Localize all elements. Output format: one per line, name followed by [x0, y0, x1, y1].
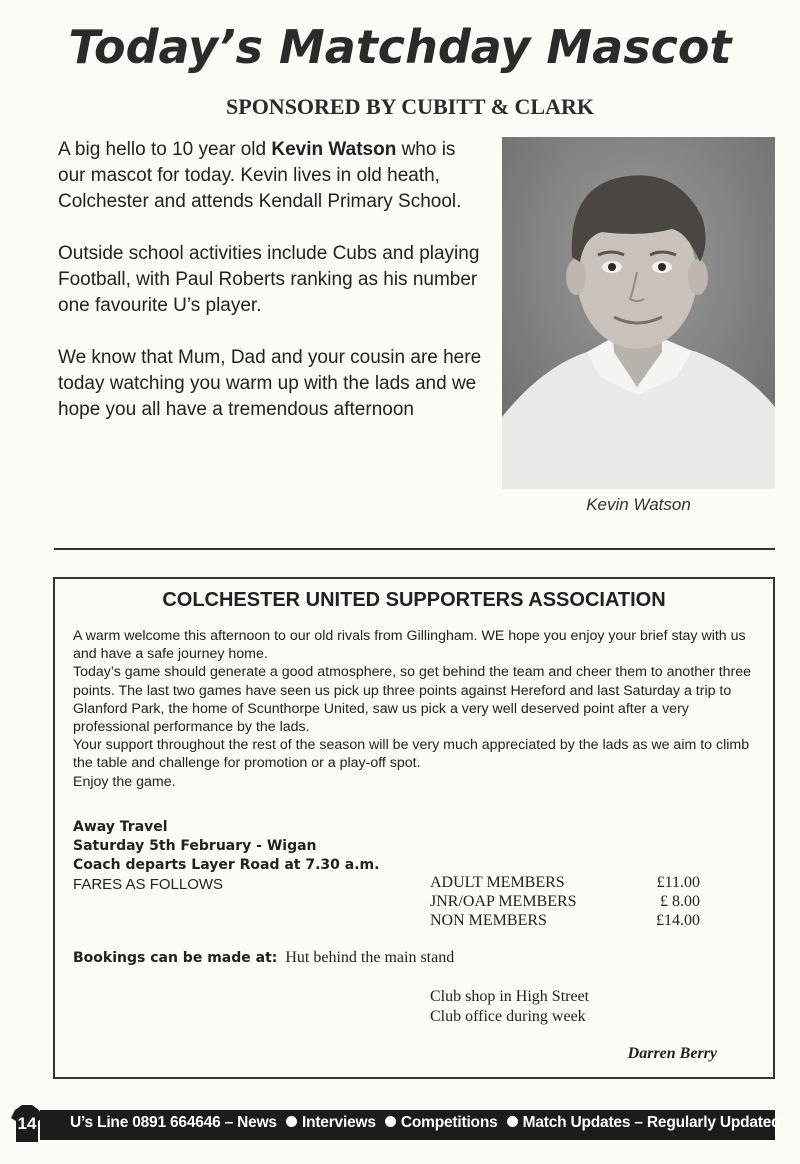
- travel-heading: Away Travel: [73, 819, 168, 835]
- booking-location: Hut behind the main stand: [285, 949, 455, 966]
- mascot-photo: [502, 137, 775, 489]
- mascot-intro: [58, 137, 488, 449]
- fare-table: [430, 873, 700, 930]
- supporters-message: [73, 627, 763, 791]
- photo-caption: Kevin Watson: [586, 495, 691, 514]
- travel-date: Saturday 5th February - Wigan: [73, 838, 317, 854]
- message-paragraph: Enjoy the game.: [73, 773, 176, 790]
- intro-prefix: A big hello to 10 year old: [58, 139, 272, 160]
- fare-price: £14.00: [656, 912, 700, 929]
- message-paragraph: A warm welcome this afternoon to our old rivals from Gillingham. WE hope you enjoy your brief stay with us and have a safe journey home.: [73, 628, 746, 663]
- mascot-name: Kevin Watson: [271, 139, 397, 160]
- fare-price: £ 8.00: [660, 893, 700, 910]
- fare-row: [430, 911, 700, 930]
- footer-line-label: U’s Line 0891 664646 – News: [70, 1114, 277, 1131]
- message-paragraph: Today’s game should generate a good atmosphere, so get behind the team and cheer them to another three points. The last two games have seen us pick up three points against Hereford and last Saturday a trip to Glanford Park, the home of Scunthorpe United, saw us pick a very well deserved point after a very professional performance by the lads.: [73, 664, 752, 736]
- signoff: Darren Berry: [627, 1045, 717, 1062]
- fare-price: £11.00: [656, 874, 700, 891]
- bullet-icon: [385, 1116, 396, 1127]
- fare-row: [430, 892, 700, 911]
- booking-location: Club shop in High Street: [430, 988, 590, 1005]
- footer-item: Competitions: [400, 1114, 498, 1131]
- boy-portrait-icon: [502, 137, 775, 489]
- bullet-icon: [286, 1116, 297, 1127]
- bullet-icon: [507, 1116, 518, 1127]
- section-divider: [54, 548, 775, 550]
- message-paragraph: Your support throughout the rest of the season will be very much appreciated by the lads as we aim to climb the table and challenge for promotion or a play-off spot.: [73, 737, 750, 772]
- fares-label: FARES AS FOLLOWS: [73, 876, 224, 893]
- family-paragraph: We know that Mum, Dad and your cousin are here today watching you warm up with the lads and we hope you all have a tremendous afternoon: [58, 347, 482, 420]
- intro-suffix: who is our mascot for today. Kevin lives in old heath, Colchester and attends Kendall Primary School.: [58, 139, 462, 212]
- page-title: Today’s Matchday Mascot: [68, 20, 732, 74]
- fare-row: [430, 873, 700, 892]
- page-number: 14: [17, 1114, 37, 1133]
- footer-text: [70, 1114, 781, 1132]
- booking-location: Club office during week: [430, 1008, 586, 1025]
- activities-paragraph: Outside school activities include Cubs and playing Football, with Paul Roberts ranking as his number one favourite U’s player.: [58, 243, 480, 316]
- supporters-title: COLCHESTER UNITED SUPPORTERS ASSOCIATION: [162, 589, 666, 611]
- footer-item: Interviews: [301, 1114, 376, 1131]
- bookings-line: [73, 949, 454, 967]
- away-travel: [73, 818, 433, 894]
- footer-item: Match Updates – Regularly Updated: [522, 1114, 781, 1131]
- booking-locations: [430, 987, 589, 1027]
- fare-category: NON MEMBERS: [430, 912, 547, 929]
- bookings-label: Bookings can be made at:: [73, 950, 278, 966]
- fare-category: ADULT MEMBERS: [430, 874, 565, 891]
- travel-coach: Coach departs Layer Road at 7.30 a.m.: [73, 857, 380, 873]
- intro-paragraph: [58, 137, 488, 215]
- sponsor-line: SPONSORED BY CUBITT & CLARK: [226, 94, 594, 119]
- fare-category: JNR/OAP MEMBERS: [430, 893, 577, 910]
